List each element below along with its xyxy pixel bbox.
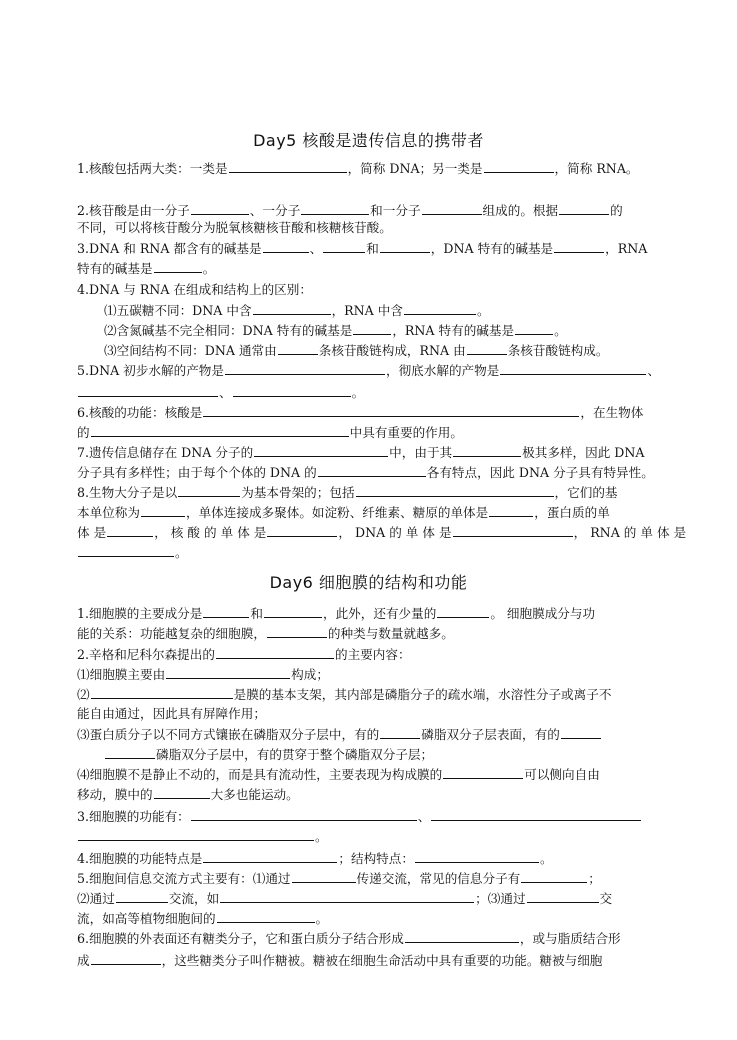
line-text: 6.细胞膜的外表面还有糖类分子，它和蛋白质分子结合形成 <box>77 931 404 946</box>
answer-blank[interactable] <box>253 300 331 315</box>
answer-blank[interactable] <box>263 238 309 253</box>
line-text: 的 <box>610 203 623 218</box>
line-text: ⑴细胞膜主要由 <box>77 667 166 682</box>
answer-blank[interactable] <box>217 908 315 923</box>
answer-blank[interactable] <box>554 238 604 253</box>
answer-blank[interactable] <box>380 238 430 253</box>
line-text: 。 <box>554 323 567 338</box>
line-text: 各有特点，因此 DNA 分子具有特异性。 <box>426 465 654 480</box>
answer-blank[interactable] <box>267 522 337 537</box>
line-text: 、一分子 <box>249 203 301 218</box>
answer-blank[interactable] <box>489 502 533 517</box>
answer-blank[interactable] <box>515 320 553 335</box>
text-line <box>77 402 672 423</box>
line-text: 、 <box>417 809 431 824</box>
line-text: 、 <box>309 241 323 256</box>
line-text: 流，如高等植物细胞间的 <box>77 911 216 926</box>
text-line <box>77 382 672 403</box>
text-line <box>104 320 664 341</box>
line-text: 4.DNA 与 RNA 在组成和结构上的区别： <box>77 282 312 297</box>
text-line <box>104 340 664 361</box>
line-text: 为基本骨架的；包括 <box>241 485 355 500</box>
text-line <box>77 764 672 785</box>
text-line <box>77 502 672 523</box>
answer-blank[interactable] <box>78 542 174 557</box>
text-line <box>77 848 672 869</box>
text-line <box>77 158 672 179</box>
answer-blank[interactable] <box>141 502 185 517</box>
line-text: 组成的。根据 <box>482 203 559 218</box>
line-text: 3.DNA 和 RNA 都含有的碱基是 <box>77 241 262 256</box>
line-text: 特有的碱基是 <box>77 261 153 276</box>
answer-blank[interactable] <box>233 382 351 397</box>
text-line <box>104 300 664 321</box>
line-text: 。 <box>351 385 365 400</box>
line-text: 磷脂双分子层表面，有的 <box>421 727 560 742</box>
answer-blank[interactable] <box>301 200 369 215</box>
line-text: 体 是 <box>77 525 107 540</box>
answer-blank[interactable] <box>264 603 322 618</box>
text-line <box>77 280 672 300</box>
text-line <box>77 664 672 685</box>
answer-blank[interactable] <box>203 402 579 417</box>
answer-blank[interactable] <box>380 724 420 739</box>
answer-blank[interactable] <box>559 200 609 215</box>
answer-blank[interactable] <box>216 644 334 659</box>
answer-blank[interactable] <box>443 764 523 779</box>
line-text: 分子具有多样性；由于每个个体的 DNA 的 <box>77 465 317 480</box>
text-line <box>104 744 664 765</box>
text-line <box>77 928 672 949</box>
line-text: ，它们的基 <box>554 485 618 500</box>
line-text: 大多也能运动。 <box>210 787 299 802</box>
line-text: ⑴五碳糖不同：DNA 中含 <box>104 303 252 318</box>
line-text: 传递交流，常见的信息分子有 <box>356 871 521 886</box>
line-text: ，简称 DNA；另一类是 <box>347 161 483 176</box>
line-text: 。 细胞膜成分与功 <box>490 606 596 621</box>
line-text: ， DNA 的 单 体 是 <box>338 525 452 540</box>
line-text: 7.遗传信息储存在 DNA 分子的 <box>77 445 254 460</box>
line-text: 4.细胞膜的功能特点是 <box>77 851 203 866</box>
answer-blank[interactable] <box>105 744 155 759</box>
answer-blank[interactable] <box>203 848 337 863</box>
line-text: 和一分子 <box>370 203 421 218</box>
answer-blank[interactable] <box>267 623 327 638</box>
line-text: ， 核 酸 的 单 体 是 <box>154 525 267 540</box>
line-text: 。 <box>539 851 553 866</box>
line-text: ，RNA <box>605 241 648 256</box>
line-text: 1.细胞膜的主要成分是 <box>77 606 203 621</box>
text-line <box>77 868 672 889</box>
line-text: 。 <box>175 545 188 560</box>
text-line <box>77 238 672 259</box>
line-text: 、 <box>219 385 232 400</box>
answer-blank[interactable] <box>500 360 646 375</box>
line-text: 。 <box>315 911 329 926</box>
line-text: ，RNA 中含 <box>331 303 403 318</box>
answer-blank[interactable] <box>431 806 641 821</box>
line-text: ⑷细胞膜不是静止不动的，而是具有流动性，主要表现为构成膜的 <box>77 767 443 782</box>
answer-blank[interactable] <box>203 603 249 618</box>
answer-blank[interactable] <box>116 888 168 903</box>
line-text: ，彻底水解的产物是 <box>385 363 500 378</box>
answer-blank[interactable] <box>91 422 349 437</box>
text-line <box>77 623 672 644</box>
line-text: 可以侧向自由 <box>524 767 600 782</box>
line-text: ，或与脂质结合形 <box>519 931 621 946</box>
answer-blank[interactable] <box>78 826 314 841</box>
line-text: 能的关系：功能越复杂的细胞膜， <box>77 626 266 641</box>
answer-blank[interactable] <box>191 200 249 215</box>
answer-blank[interactable] <box>437 603 489 618</box>
line-text: ，RNA 特有的碱基是 <box>392 323 515 338</box>
answer-blank[interactable] <box>353 320 391 335</box>
line-text: 6.核酸的功能：核酸是 <box>77 405 203 420</box>
line-text: 、 <box>647 363 660 378</box>
text-line <box>77 806 672 827</box>
line-text: 和 <box>250 606 263 621</box>
line-text: 条核苷酸链构成。 <box>507 343 609 358</box>
answer-blank[interactable] <box>225 360 385 375</box>
line-text: ⑵含氮碱基不完全相同：DNA 特有的碱基是 <box>104 323 353 338</box>
line-text: ，DNA 特有的碱基是 <box>430 241 554 256</box>
line-text: ； <box>588 871 601 886</box>
text-line <box>77 826 672 847</box>
answer-blank[interactable] <box>521 868 587 883</box>
section-title: Day5 核酸是遗传信息的携带者 <box>253 131 484 150</box>
answer-blank[interactable] <box>154 258 202 273</box>
text-line <box>77 603 672 624</box>
text-line <box>77 784 672 805</box>
line-text: 2.辛格和尼科尔森提出的 <box>77 647 215 662</box>
answer-blank[interactable] <box>154 784 210 799</box>
answer-blank[interactable] <box>254 442 388 457</box>
text-line <box>77 644 672 665</box>
answer-blank[interactable] <box>404 300 476 315</box>
line-text: 是膜的基本支架，其内部是磷脂分子的疏水端，水溶性分子或离子不 <box>233 687 612 702</box>
line-text: 磷脂双分子层中，有的贯穿于整个磷脂双分子层； <box>156 747 434 762</box>
line-text: 。 <box>315 829 328 844</box>
line-text: 成 <box>77 953 90 968</box>
answer-blank[interactable] <box>229 158 347 173</box>
answer-blank[interactable] <box>323 238 365 253</box>
line-text: 3.细胞膜的功能有： <box>77 809 190 824</box>
line-text: 中，由于其 <box>389 445 453 460</box>
answer-blank[interactable] <box>318 462 426 477</box>
answer-blank[interactable] <box>356 482 554 497</box>
text-line <box>77 724 672 745</box>
line-text: 2.核苷酸是由一分子 <box>77 203 190 218</box>
text-line <box>77 218 672 238</box>
text-line <box>77 950 672 971</box>
answer-blank[interactable] <box>561 724 601 739</box>
line-text: ，简称 RNA。 <box>554 161 639 176</box>
line-text: ⑵ <box>77 687 90 702</box>
text-line <box>77 482 672 503</box>
line-text: 的主要内容： <box>334 647 411 662</box>
line-text: ，蛋白质的单 <box>534 505 610 520</box>
answer-blank[interactable] <box>191 806 417 821</box>
answer-blank[interactable] <box>78 382 218 397</box>
answer-blank[interactable] <box>405 928 519 943</box>
line-text: 交流，如 <box>168 891 220 906</box>
answer-blank[interactable] <box>91 950 161 965</box>
line-text: 条核苷酸链构成，RNA 由 <box>318 343 466 358</box>
answer-blank[interactable] <box>415 848 539 863</box>
text-line <box>77 704 672 724</box>
line-text: 和 <box>366 241 379 256</box>
answer-blank[interactable] <box>292 868 356 883</box>
line-text: 移动，膜中的 <box>77 787 153 802</box>
line-text: 。 <box>476 303 490 318</box>
line-text: ⑶蛋白质分子以不同方式镶嵌在磷脂双分子层中，有的 <box>77 727 380 742</box>
line-text: ；⑶通过 <box>475 891 526 906</box>
answer-blank[interactable] <box>467 340 507 355</box>
text-line <box>77 258 672 279</box>
line-text: ；结构特点： <box>338 851 414 866</box>
text-line <box>77 462 672 483</box>
answer-blank[interactable] <box>107 522 153 537</box>
line-text: 构成； <box>291 667 329 682</box>
answer-blank[interactable] <box>484 158 554 173</box>
line-text: 极其多样，因此 DNA <box>522 445 645 460</box>
answer-blank[interactable] <box>527 888 599 903</box>
answer-blank[interactable] <box>220 888 474 903</box>
text-line <box>77 908 672 929</box>
answer-blank[interactable] <box>166 664 290 679</box>
text-line <box>77 522 687 543</box>
answer-blank[interactable] <box>453 522 573 537</box>
text-line <box>77 442 672 463</box>
text-line <box>77 888 672 909</box>
text-line <box>77 684 672 705</box>
line-text: ，在生物体 <box>580 405 644 420</box>
answer-blank[interactable] <box>278 340 318 355</box>
line-text: 5.细胞间信息交流方式主要有：⑴通过 <box>77 871 291 886</box>
answer-blank[interactable] <box>422 200 482 215</box>
line-text: 中具有重要的作用。 <box>349 425 463 440</box>
line-text: 的种类与数量就越多。 <box>327 626 454 641</box>
answer-blank[interactable] <box>91 684 233 699</box>
line-text: ⑵通过 <box>77 891 115 906</box>
line-text: 1.核酸包括两大类：一类是 <box>77 161 228 176</box>
line-text: 8.生物大分子是以 <box>77 485 178 500</box>
text-line <box>77 542 672 563</box>
line-text: ，这些糖类分子叫作糖被。糖被在细胞生命活动中具有重要的功能。糖被与细胞 <box>161 953 603 968</box>
line-text: 5.DNA 初步水解的产物是 <box>77 363 224 378</box>
line-text: 能自由通过，因此具有屏障作用； <box>77 706 266 721</box>
line-text: 。 <box>202 261 216 276</box>
line-text: ， RNA 的 单 体 是 <box>573 525 687 540</box>
answer-blank[interactable] <box>178 482 240 497</box>
line-text: ，此外，还有少量的 <box>322 606 437 621</box>
line-text: 不同，可以将核苷酸分为脱氧核糖核苷酸和核糖核苷酸。 <box>77 220 392 235</box>
line-text: 的 <box>77 425 90 440</box>
text-line <box>77 360 672 381</box>
line-text: 交 <box>599 891 613 906</box>
text-line <box>77 422 672 443</box>
line-text: 本单位称为 <box>77 505 140 520</box>
line-text: ⑶空间结构不同：DNA 通常由 <box>104 343 277 358</box>
section-title: Day6 细胞膜的结构和功能 <box>269 573 468 592</box>
answer-blank[interactable] <box>453 442 521 457</box>
line-text: ，单体连接成多聚体。如淀粉、纤维素、糖原的单体是 <box>185 505 489 520</box>
